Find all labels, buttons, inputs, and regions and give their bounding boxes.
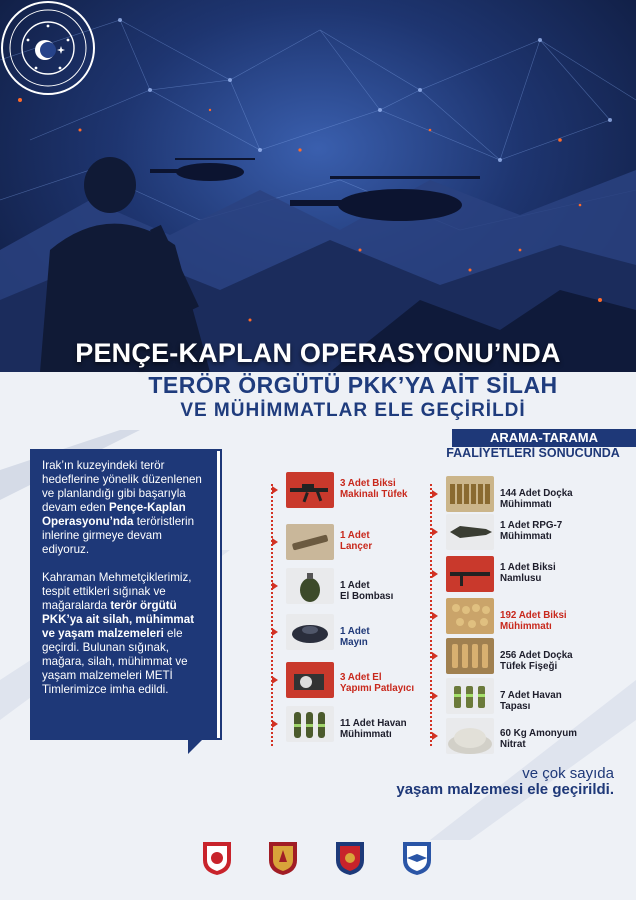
item-label: 60 Kg Amonyum Nitrat xyxy=(500,728,577,750)
rpg-round-icon xyxy=(446,514,494,550)
description-box-pointer xyxy=(188,738,204,754)
description-paragraph-2 xyxy=(42,571,207,697)
description-paragraph-1 xyxy=(42,459,207,557)
arrow-icon xyxy=(272,538,278,546)
naval-forces-logo xyxy=(334,840,366,876)
hero-image xyxy=(0,0,636,372)
page-title: PENÇE-KAPLAN OPERASYONU’NDA xyxy=(75,338,561,368)
item-label: 1 Adet El Bombası xyxy=(340,580,394,602)
description-box xyxy=(32,451,220,738)
list-item xyxy=(272,568,442,610)
description-text: ele geçirdi. Bulunan sığınak, mağara, silah, mühimmat ve yaşam malzemeleri METİ Timlerimizce imha edildi. xyxy=(42,627,188,696)
ied-icon xyxy=(286,662,334,698)
arrow-icon xyxy=(272,582,278,590)
list-item xyxy=(432,718,602,760)
machine-gun-icon xyxy=(286,472,334,508)
list-item xyxy=(432,514,602,556)
cartridges-icon xyxy=(446,638,494,674)
list-item xyxy=(272,472,442,514)
arrow-icon xyxy=(432,612,438,620)
closing-line-2: yaşam malzemesi ele geçirildi. xyxy=(396,781,614,798)
mine-icon xyxy=(286,614,334,650)
list-item xyxy=(432,598,602,640)
ammonium-nitrate-icon xyxy=(446,718,494,754)
general-staff-logo xyxy=(201,840,233,876)
item-label: 7 Adet Havan Tapası xyxy=(500,690,562,712)
item-label: 1 Adet Biksi Namlusu xyxy=(500,562,556,584)
arrow-icon xyxy=(272,676,278,684)
list-item xyxy=(432,638,602,680)
bullets-icon xyxy=(446,598,494,634)
seized-items-highlight: terör örgütü PKK’ya ait silah, mühimmat ve yaşam malzemeleri xyxy=(42,599,195,640)
mortar-rounds-icon xyxy=(286,706,334,742)
list-item xyxy=(432,476,602,518)
arrow-icon xyxy=(272,486,278,494)
section-badge: ARAMA-TARAMA xyxy=(452,429,636,447)
item-label: 3 Adet El Yapımı Patlayıcı xyxy=(340,672,415,694)
list-item xyxy=(272,706,442,748)
arrow-icon xyxy=(432,692,438,700)
arrow-icon xyxy=(432,652,438,660)
page-subtitle-2: VE MÜHİMMATLAR ELE GEÇİRİLDİ xyxy=(180,400,526,421)
list-item xyxy=(272,662,442,704)
ministry-emblem xyxy=(0,0,96,96)
ammo-belt-icon xyxy=(446,476,494,512)
operation-name: Pençe-Kaplan Operasyonu’nda xyxy=(42,501,186,528)
land-forces-logo xyxy=(267,840,299,876)
section-badge-subtitle: FAALİYETLERİ SONUCUNDA xyxy=(446,446,620,460)
description-text: teröristlerin inlerine girmeye devam ediyoruz. xyxy=(42,515,195,556)
item-label: 192 Adet Biksi Mühimmatı xyxy=(500,610,567,632)
mortar-fuze-icon xyxy=(446,678,494,714)
closing-line-1: ve çok sayıda xyxy=(522,765,614,782)
item-label: 1 Adet RPG-7 Mühimmatı xyxy=(500,520,563,542)
description-text: Irak’ın kuzeyindeki terör hedeflerine yönelik düzenlenen ve planlandığı gibi başarıyla devam eden xyxy=(42,459,202,514)
item-label: 256 Adet Doçka Tüfek Fişeği xyxy=(500,650,573,672)
list-item xyxy=(272,524,442,566)
item-label: 1 Adet Lançer xyxy=(340,530,373,552)
list-item xyxy=(432,556,602,598)
arrow-icon xyxy=(432,732,438,740)
launcher-icon xyxy=(286,524,334,560)
description-text: Kahraman Mehmetçiklerimiz, tespit ettikleri sığınak ve mağaralarda xyxy=(42,571,192,612)
grenade-icon xyxy=(286,568,334,604)
list-item xyxy=(432,678,602,720)
arrow-icon xyxy=(432,570,438,578)
arrow-icon xyxy=(432,490,438,498)
item-label: 3 Adet Biksi Makinalı Tüfek xyxy=(340,478,408,500)
arrow-icon xyxy=(432,528,438,536)
arrow-icon xyxy=(272,720,278,728)
item-label: 144 Adet Doçka Mühimmatı xyxy=(500,488,573,510)
barrel-icon xyxy=(446,556,494,592)
item-label: 1 Adet Mayın xyxy=(340,626,370,648)
page-subtitle-1: TERÖR ÖRGÜTÜ PKK’YA AİT SİLAH xyxy=(148,372,558,398)
air-forces-logo xyxy=(401,840,433,876)
list-item xyxy=(272,614,442,656)
item-label: 11 Adet Havan Mühimmatı xyxy=(340,718,407,740)
arrow-icon xyxy=(272,628,278,636)
